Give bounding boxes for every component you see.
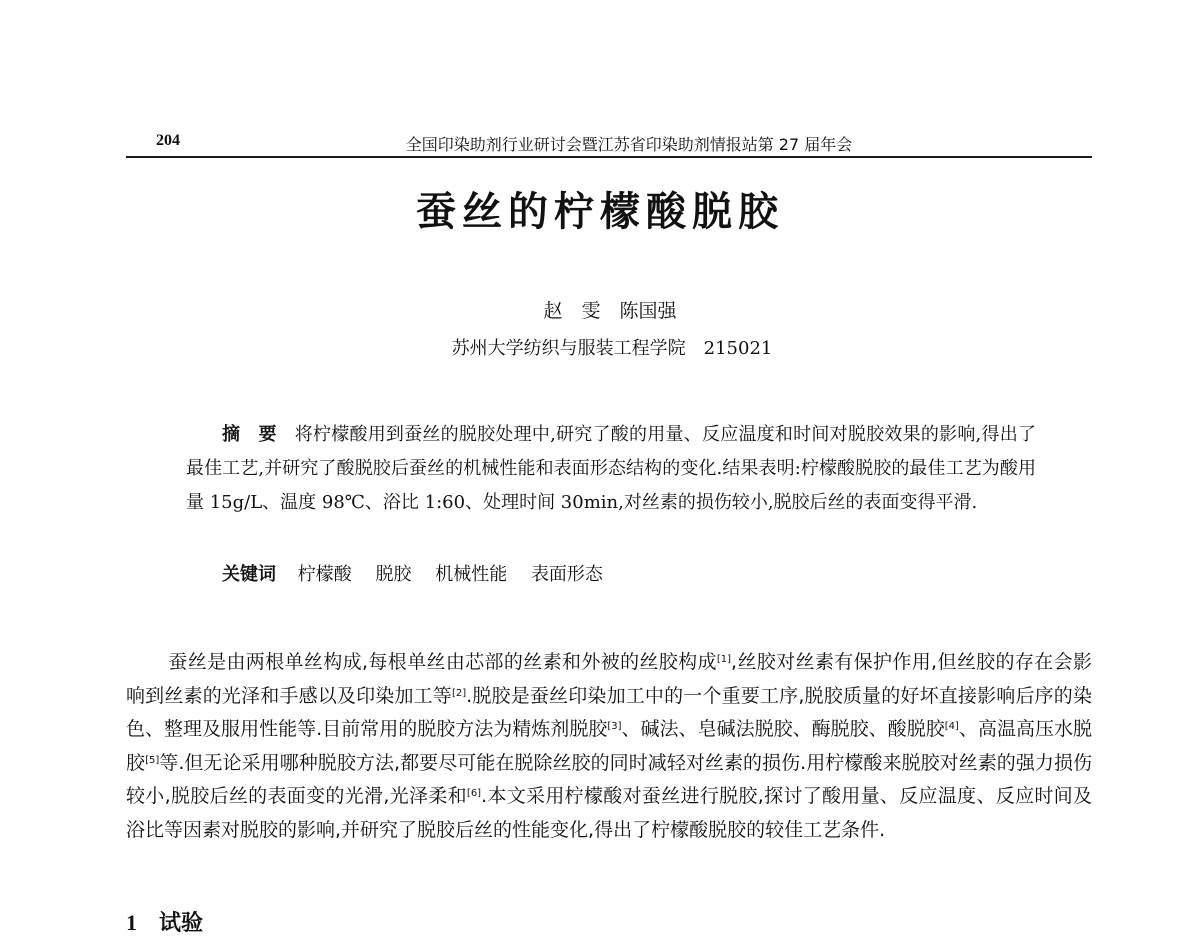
- authors: 赵 雯 陈国强: [543, 300, 677, 322]
- abstract: [186, 418, 1036, 520]
- page-number: 204: [156, 132, 180, 149]
- keyword: 柠檬酸: [297, 564, 352, 585]
- section-title: 试验: [159, 911, 204, 936]
- affiliation: 苏州大学纺织与服装工程学院 215021: [451, 338, 773, 359]
- body-text-segment: ,丝胶对丝素有保护作用,但丝胶的存在会影响到丝素的光泽和手感以及印染加工等: [126, 651, 1092, 707]
- abstract-label: 摘 要: [222, 424, 277, 445]
- journal-title: 全国印染助剂行业研讨会暨江苏省印染助剂情报站第 27 届年会: [405, 135, 853, 154]
- body-text-segment: 蚕丝是由两根单丝构成,每根单丝由芯部的丝素和外被的丝胶构成: [168, 651, 717, 673]
- section-number: 1: [126, 910, 137, 935]
- body-text-segment: 、碱法、皂碱法脱胶、酶脱胶、酸脱胶: [621, 718, 945, 740]
- citation: [4]: [944, 721, 959, 732]
- citation: [1]: [716, 654, 732, 665]
- citation: [5]: [145, 754, 160, 766]
- body-text-segment: 、高温高压水脱胶: [126, 718, 1092, 774]
- section-heading: [126, 906, 203, 937]
- running-header: [126, 132, 1092, 158]
- paper-title: 蚕丝的柠檬酸脱胶: [416, 188, 784, 235]
- citation: [6]: [466, 788, 482, 799]
- body-text-segment: .本文采用柠檬酸对蚕丝进行脱胶,探讨了酸用量、反应温度、反应时间及浴比等因素对脱胶的影响,并研究了脱胶后丝的性能变化,得出了柠檬酸脱胶的较佳工艺条件.: [126, 785, 1092, 841]
- keywords-label: 关键词: [222, 564, 276, 585]
- citation: [3]: [607, 721, 622, 732]
- keyword: 脱胶: [375, 564, 412, 585]
- keywords: [222, 560, 621, 586]
- abstract-text: 将柠檬酸用到蚕丝的脱胶处理中,研究了酸的用量、反应温度和时间对脱胶效果的影响,得出了最佳工艺,并研究了酸脱胶后蚕丝的机械性能和表面形态结构的变化.结果表明:柠檬酸脱胶的最佳工艺为酸用量 15g/L、温度 98℃、浴比 1:60、处理时间 30min,对丝素的损伤较小,脱胶后丝的表面变得平滑.: [186, 424, 1037, 513]
- body-text-segment: .脱胶是蚕丝印染加工中的一个重要工序,脱胶质量的好坏直接影响后序的染色、整理及服用性能等.目前常用的脱胶方法为精炼剂脱胶: [126, 684, 1092, 740]
- body-paragraph: [126, 646, 1092, 847]
- keyword: 机械性能: [435, 564, 508, 585]
- keyword: 表面形态: [530, 564, 603, 585]
- body-text-segment: 等.但无论采用哪种脱胶方法,都要尽可能在脱除丝胶的同时减轻对丝素的损伤.用柠檬酸来脱胶对丝素的强力损伤较小,脱胶后丝的表面变的光滑,光泽柔和: [126, 751, 1092, 807]
- citation: [2]: [451, 687, 467, 699]
